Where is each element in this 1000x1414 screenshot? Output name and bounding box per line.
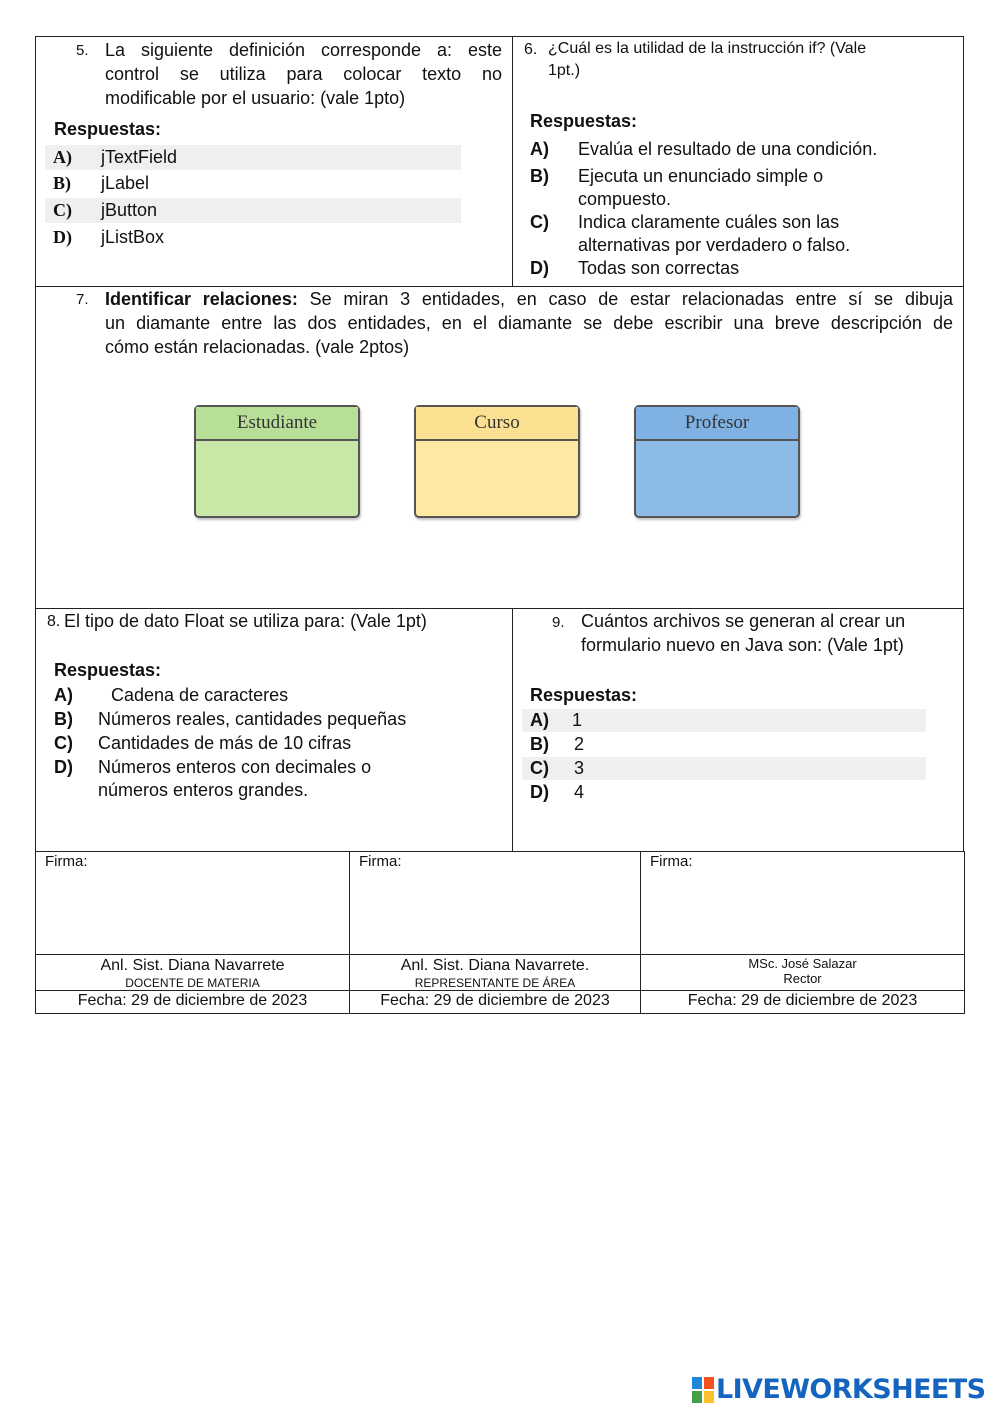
option-text: Evalúa el resultado de una condición.	[578, 139, 878, 159]
q6-question-line: ¿Cuál es la utilidad de la instrucción if? (Vale	[548, 40, 867, 57]
q9-number: 9.	[552, 614, 565, 631]
q8-number: 8.	[47, 613, 61, 630]
q7-question-line: cómo están relacionadas. (vale 2ptos)	[105, 337, 410, 357]
q6-question-line: 1pt.)	[548, 62, 581, 79]
signature-date: Fecha: 29 de diciembre de 2023	[687, 992, 918, 1009]
q5-option-b[interactable]	[45, 171, 461, 196]
signer-name: Anl. Sist. Diana Navarrete.	[400, 957, 590, 974]
option-letter: B)	[53, 173, 71, 193]
q9-option-a[interactable]	[522, 709, 926, 732]
entity-title: Estudiante	[196, 407, 358, 441]
q6-option-a[interactable]	[522, 137, 952, 162]
entity-curso	[414, 405, 580, 518]
option-letter: B)	[530, 166, 549, 186]
q9-question-line: Cuántos archivos se generan al crear un	[581, 611, 906, 631]
q8-question: El tipo de dato Float se utiliza para: (Vale 1pt)	[64, 611, 427, 631]
signer-role: Rector	[783, 971, 822, 986]
option-text-continued: alternativas por verdadero o falso.	[578, 235, 851, 255]
signer-name: MSc. José Salazar	[748, 956, 857, 971]
option-text: jButton	[101, 200, 158, 220]
option-text-continued: números enteros grandes.	[98, 780, 309, 800]
signature-date: Fecha: 29 de diciembre de 2023	[77, 992, 308, 1009]
liveworksheets-logo-text: LIVEWORKSHEETS	[716, 1374, 986, 1405]
q5-question-line: modificable por el usuario: (vale 1pto)	[105, 88, 406, 108]
liveworksheets-logo-icon	[692, 1377, 714, 1403]
option-text: 4	[574, 782, 585, 802]
q5-option-d[interactable]	[45, 225, 461, 250]
q8-option-c[interactable]	[46, 731, 486, 756]
option-text: 2	[574, 734, 585, 754]
q8-option-a[interactable]	[46, 683, 486, 708]
option-letter: C)	[530, 212, 549, 232]
entity-title: Profesor	[636, 407, 798, 441]
option-letter: A)	[530, 139, 549, 159]
q9-option-b[interactable]	[522, 733, 926, 756]
q7-question-line	[105, 287, 953, 311]
option-text: Cantidades de más de 10 cifras	[98, 733, 352, 753]
option-letter: C)	[530, 758, 549, 778]
option-text: Indica claramente cuáles son las	[578, 212, 840, 232]
option-letter: B)	[54, 709, 73, 729]
signature-label: Firma:	[359, 853, 402, 870]
signature-label: Firma:	[650, 853, 693, 870]
option-text: jListBox	[101, 227, 165, 247]
option-letter: C)	[53, 200, 72, 220]
option-text: Ejecuta un enunciado simple o	[578, 166, 824, 186]
option-letter: A)	[54, 685, 73, 705]
q5-question-line: La siguiente definición corresponde a: este	[105, 40, 502, 60]
option-text: jLabel	[101, 173, 150, 193]
q7-number: 7.	[76, 291, 89, 308]
q6-option-b[interactable]	[522, 164, 952, 212]
option-letter: D)	[530, 782, 549, 802]
option-text: Números reales, cantidades pequeñas	[98, 709, 407, 729]
q5-option-c[interactable]	[45, 198, 461, 223]
option-letter: D)	[54, 757, 73, 777]
q8-answers-label: Respuestas:	[54, 660, 162, 680]
entity-title: Curso	[416, 407, 578, 441]
entity-estudiante	[194, 405, 360, 518]
q7-bold-heading: Identificar relaciones:	[105, 289, 298, 309]
q5-answers-label: Respuestas:	[54, 119, 162, 139]
q6-option-c[interactable]	[522, 210, 952, 258]
signature-date: Fecha: 29 de diciembre de 2023	[380, 992, 610, 1009]
option-text-continued: compuesto.	[578, 189, 672, 209]
q5-option-a[interactable]	[45, 145, 461, 170]
q5-number: 5.	[76, 42, 89, 59]
q8-option-d[interactable]	[46, 755, 486, 803]
option-text: Números enteros con decimales o	[98, 757, 372, 777]
q5-question-line: control se utiliza para colocar texto no	[105, 64, 502, 84]
signer-name: Anl. Sist. Diana Navarrete	[100, 957, 285, 974]
q6-number: 6.	[524, 41, 538, 58]
q6-answers-label: Respuestas:	[530, 111, 638, 131]
option-letter: D)	[53, 227, 72, 247]
entity-profesor	[634, 405, 800, 518]
option-letter: C)	[54, 733, 73, 753]
q6-option-d[interactable]	[522, 256, 952, 281]
q9-option-c[interactable]	[522, 757, 926, 780]
option-letter: A)	[53, 147, 72, 167]
option-letter: D)	[530, 258, 549, 278]
q8-option-b[interactable]	[46, 707, 486, 732]
signature-label: Firma:	[45, 853, 88, 870]
q7-question-line: un diamante entre las dos entidades, en el diamante se debe escribir una breve descripción de	[105, 313, 953, 333]
option-letter: B)	[530, 734, 549, 754]
option-text: 1	[572, 710, 583, 730]
option-text: 3	[574, 758, 585, 778]
signer-role: REPRESENTANTE DE ÁREA	[414, 976, 576, 990]
option-text: Todas son correctas	[578, 258, 740, 278]
q9-option-d[interactable]	[522, 781, 926, 804]
q9-answers-label: Respuestas:	[530, 685, 638, 705]
q7-question-text: Se miran 3 entidades, en caso de estar relacionadas entre sí se dibuja	[297, 289, 953, 309]
q9-question-line: formulario nuevo en Java son: (Vale 1pt)	[581, 635, 904, 655]
option-letter: A)	[530, 710, 549, 730]
option-text: jTextField	[101, 147, 178, 167]
option-text: Cadena de caracteres	[111, 685, 289, 705]
signer-role: DOCENTE DE MATERIA	[125, 976, 260, 990]
